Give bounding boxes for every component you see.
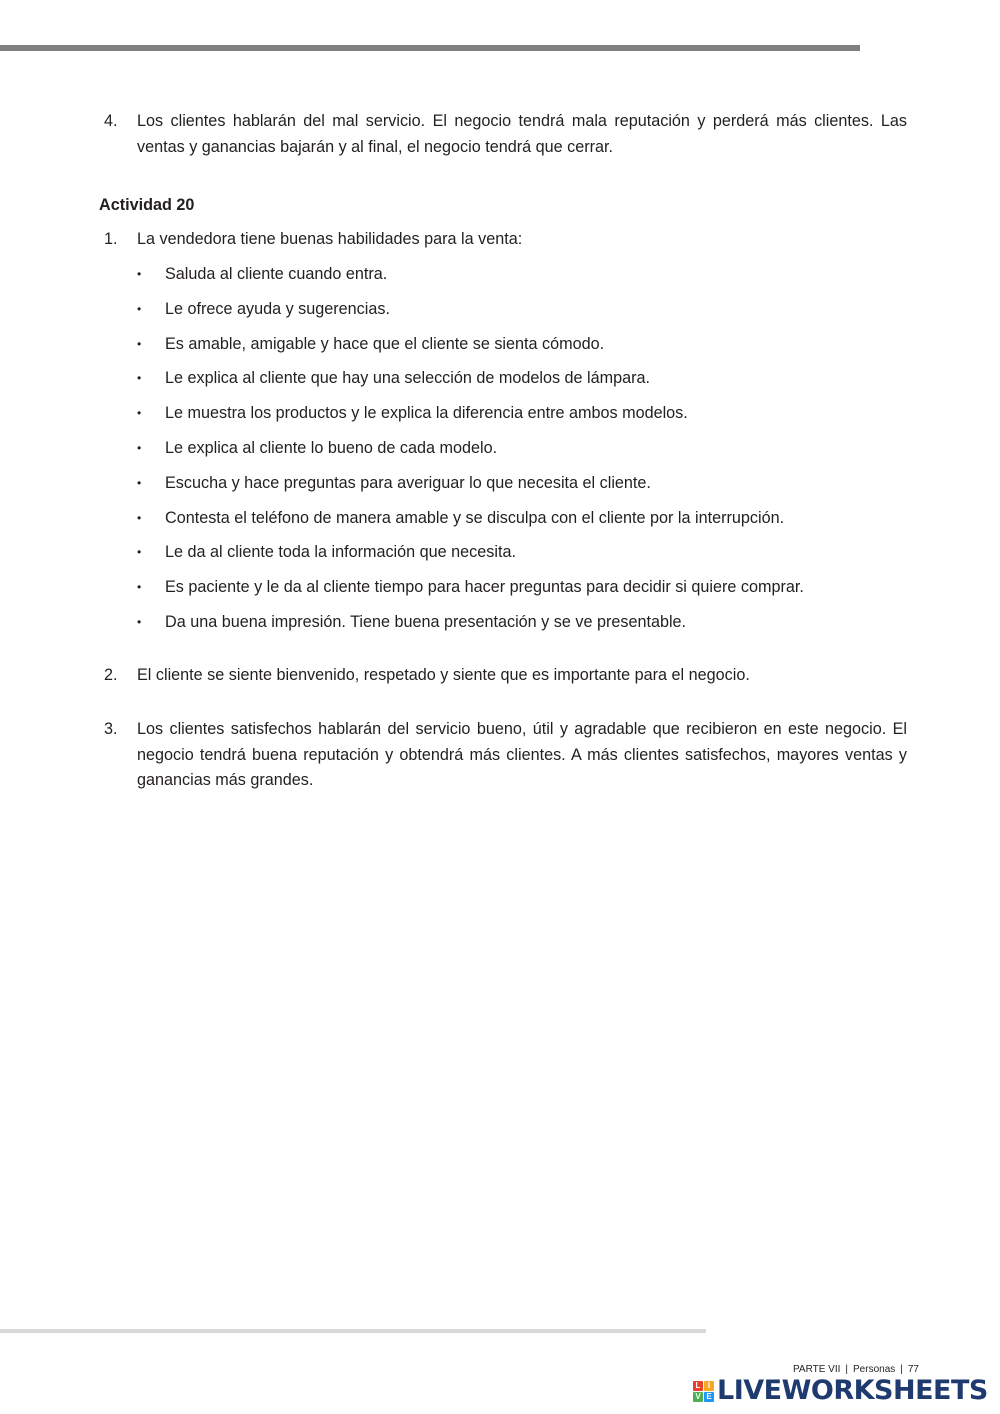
bullet-icon: • [137, 475, 142, 490]
logo-letter-l: L [693, 1381, 703, 1391]
bullet-icon: • [137, 406, 142, 421]
logo-letter-e: E [704, 1392, 714, 1402]
bullet-text: Le explica al cliente que hay una selección de modelos de lámpara. [165, 369, 651, 388]
item-text: Los clientes satisfechos hablarán del servicio bueno, útil y agradable que recibieron en este negocio. El negocio tendrá buena reputación y obtendrá más clientes. A más clientes satisfechos, mayores ventas y ganancias más grandes. [137, 720, 907, 789]
bullet-item [137, 401, 907, 436]
bullet-item [137, 575, 907, 610]
item-number: 4. [104, 112, 118, 130]
bullet-text: Escucha y hace preguntas para averiguar lo que necesita el cliente. [165, 473, 651, 492]
logo-letter-i: I [704, 1381, 714, 1391]
answer-item-3 [99, 717, 907, 794]
top-divider [0, 45, 860, 51]
item-text: La vendedora tiene buenas habilidades para la venta: [137, 230, 523, 248]
footer-separator: | [900, 1364, 903, 1375]
skills-bullet-list [137, 262, 907, 645]
footer-part: PARTE VII [792, 1364, 841, 1375]
bullet-icon: • [137, 545, 142, 560]
item-text: El cliente se siente bienvenido, respetado y siente que es importante para el negocio. [137, 666, 750, 684]
page-number: 77 [907, 1364, 919, 1375]
bullet-text: Le da al cliente toda la información que necesita. [165, 543, 516, 562]
item-number: 1. [104, 230, 118, 248]
bullet-item [137, 506, 907, 541]
bullet-text: Le explica al cliente lo bueno de cada modelo. [165, 438, 498, 457]
bullet-icon: • [137, 301, 142, 316]
item-number: 2. [104, 666, 118, 684]
bullet-icon: • [137, 510, 142, 525]
bullet-text: Es amable, amigable y hace que el cliente se sienta cómodo. [165, 334, 605, 353]
bullet-text: Saluda al cliente cuando entra. [165, 265, 388, 283]
bullet-icon: • [137, 440, 142, 455]
answer-item-1 [99, 227, 907, 253]
page-footer [793, 1364, 919, 1375]
bullet-item [137, 297, 907, 332]
bullet-item [137, 540, 907, 575]
bottom-divider [0, 1329, 706, 1333]
bullet-item [137, 471, 907, 506]
footer-separator: | [845, 1364, 849, 1375]
bullet-text: Da una buena impresión. Tiene buena presentación y se ve presentable. [165, 612, 687, 631]
bullet-text: Contesta el teléfono de manera amable y se disculpa con el cliente por la interrupción. [165, 508, 785, 527]
bullet-item [137, 332, 907, 367]
logo-letter-v: V [693, 1392, 703, 1402]
bullet-icon: • [137, 371, 142, 386]
answer-item-2 [99, 663, 907, 689]
bullet-icon: • [137, 580, 142, 595]
bullet-item [137, 436, 907, 471]
bullet-icon: • [137, 336, 142, 351]
bullet-item [137, 610, 907, 645]
answer-item-4 [99, 109, 907, 160]
bullet-item [137, 262, 907, 297]
item-text: Los clientes hablarán del mal servicio. El negocio tendrá mala reputación y perderá más clientes. Las ventas y ganancias bajarán y al final, el negocio tendrá que cerrar. [137, 112, 907, 156]
item-number: 3. [104, 720, 118, 738]
bullet-text: Le muestra los productos y le explica la diferencia entre ambos modelos. [165, 404, 688, 423]
bullet-icon: • [137, 614, 142, 629]
activity-heading: Actividad 20 [99, 196, 195, 214]
bullet-icon: • [137, 267, 142, 281]
logo-wordmark: LIVEWORKSHEETS [717, 1375, 988, 1406]
bullet-text: Le ofrece ayuda y sugerencias. [165, 299, 390, 318]
liveworksheets-logo[interactable] [693, 1376, 988, 1406]
bullet-text: Es paciente y le da al cliente tiempo para hacer preguntas para decidir si quiere comprar. [165, 578, 804, 597]
footer-section: Personas [853, 1364, 896, 1375]
bullet-item [137, 366, 907, 401]
logo-live-icon [693, 1381, 714, 1402]
